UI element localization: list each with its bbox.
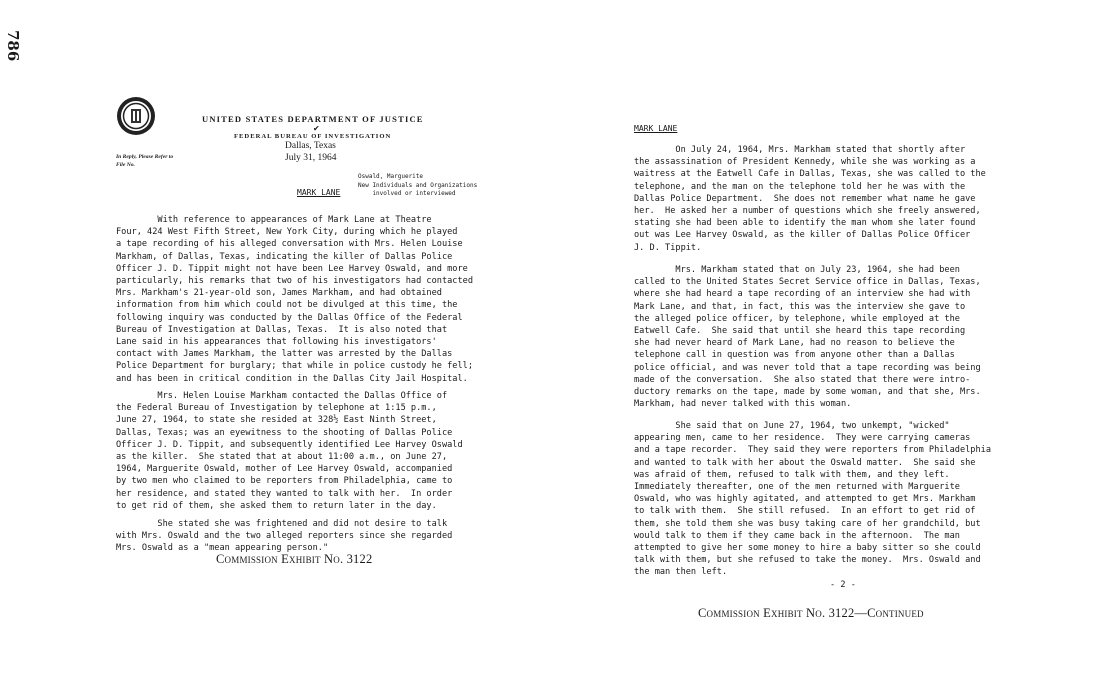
subject-line: MARK LANE xyxy=(634,124,678,133)
bureau-heading: FEDERAL BUREAU OF INVESTIGATION xyxy=(234,133,392,140)
letter-date: July 31, 1964 xyxy=(285,153,337,163)
body-paragraph: Mrs. Helen Louise Markham contacted the Dallas Office of the Federal Bureau of Investigation by telephone at 1:15 p.m., June 27, 1964, to state she resided at 328½ East Ninth Street, Dallas, Texas; was an eyewitness to the shooting of Dallas Police Officer J. D. Tippit, and subsequently identified Lee Harvey Oswald as the killer. She stated that at about 11:00 a.m., on June 27, 1964, Marguerite Oswald, mother of Lee Harvey Oswald, accompanied by two men who claimed to be reporters from Philadelphia, came to her residence, and stated they wanted to talk with her. In order to get rid of them, she asked them to return later in the day. xyxy=(116,391,463,511)
page-marker: - 2 - xyxy=(830,580,856,590)
check-mark-icon: ✔ xyxy=(313,124,320,133)
fbi-seal-icon xyxy=(116,96,156,136)
letter-city: Dallas, Texas xyxy=(285,141,336,151)
exhibit-caption: Commission Exhibit No. 3122—Continued xyxy=(698,606,924,620)
page-number: 786 xyxy=(4,30,22,62)
body-paragraph: With reference to appearances of Mark Lane at Theatre Four, 424 West Fifth Street, New York City, during which he played a tape recording of his alleged conversation with Mrs. Helen Louise Markham, of Dallas, Texas, indicating the killer of Dallas Police Officer J. D. Tippit might not have been Lee Harvey Oswald, and more particularly, his remarks that two of his investigators had contacted Mrs. Markham's 21-year-old son, James Markham, and had obtained information from him which could not be divulged at this time, the following inquiry was conducted by the Dallas Office of the Federal Bureau of Investigation at Dallas, Texas. It is also noted that Lane said in his appearances that following his investigators' contact with James Markham, the latter was arrested by the Dallas Police Department for burglary; that while in police custody he fell; and has been in critical condition in the Dallas City Jail Hospital. xyxy=(116,215,473,384)
body-paragraph: She stated she was frightened and did not desire to talk with Mrs. Oswald and the two alleged reporters since she regarded Mrs. Oswald as a "mean appearing person." xyxy=(116,519,453,554)
reference-lines: Oswald, Marguerite New Individuals and Organizations involved or interviewed xyxy=(358,173,478,198)
exhibit-caption: Commission Exhibit No. 3122 xyxy=(216,552,373,566)
reply-note: In Reply, Please Refer to File No. xyxy=(116,154,174,168)
department-heading: UNITED STATES DEPARTMENT OF JUSTICE xyxy=(202,114,424,124)
body-paragraph: On July 24, 1964, Mrs. Markham stated that shortly after the assassination of President Kennedy, while she was working as a waitress at the Eatwell Cafe in Dallas, Texas, she was called to the telephone, and the man on the telephone told her he was with the Dallas Police Department. She does not remember what name he gave her. He asked her a number of questions which she freely answered, stating she had been able to identify the man whom she later found out was Lee Harvey Oswald, as the killer of Dallas Police Officer J. D. Tippit. xyxy=(634,145,986,253)
body-paragraph: She said that on June 27, 1964, two unkempt, "wicked" appearing men, came to her residence. They were carrying cameras and a tape recorder. They said they were reporters from Philadelphia and wanted to talk with her about the Oswald matter. She said she was afraid of them, refused to talk with them, and they left. Immediately thereafter, one of the men returned with Marguerite Oswald, who was highly agitated, and attempted to get Mrs. Markham to talk with them. She still refused. In an effort to get rid of them, she told them she was busy taking care of her grandchild, but would talk to them if they came back in the afternoon. The man attempted to give her some money to hire a baby sitter so she could talk with them, but she refused to take the money. Mrs. Oswald and the man then left. xyxy=(634,421,991,578)
body-paragraph: Mrs. Markham stated that on July 23, 1964, she had been called to the United States Secret Service office in Dallas, Texas, where she had heard a tape recording of an interview she had with Mark Lane, and that, in fact, this was the interview she gave to the alleged police officer, by telephone, while employed at the Eatwell Cafe. She said that until she heard this tape recording she had never heard of Mark Lane, had no reason to believe the telephone call in question was from anyone other than a Dallas police official, and was never told that a tape recording was being made of the conversation. She also stated that there were intro- ductory remarks on the tape, made by some woman, and that she, Mrs. Markham, had never talked with this woman. xyxy=(634,265,981,410)
subject-line: MARK LANE xyxy=(297,188,341,197)
